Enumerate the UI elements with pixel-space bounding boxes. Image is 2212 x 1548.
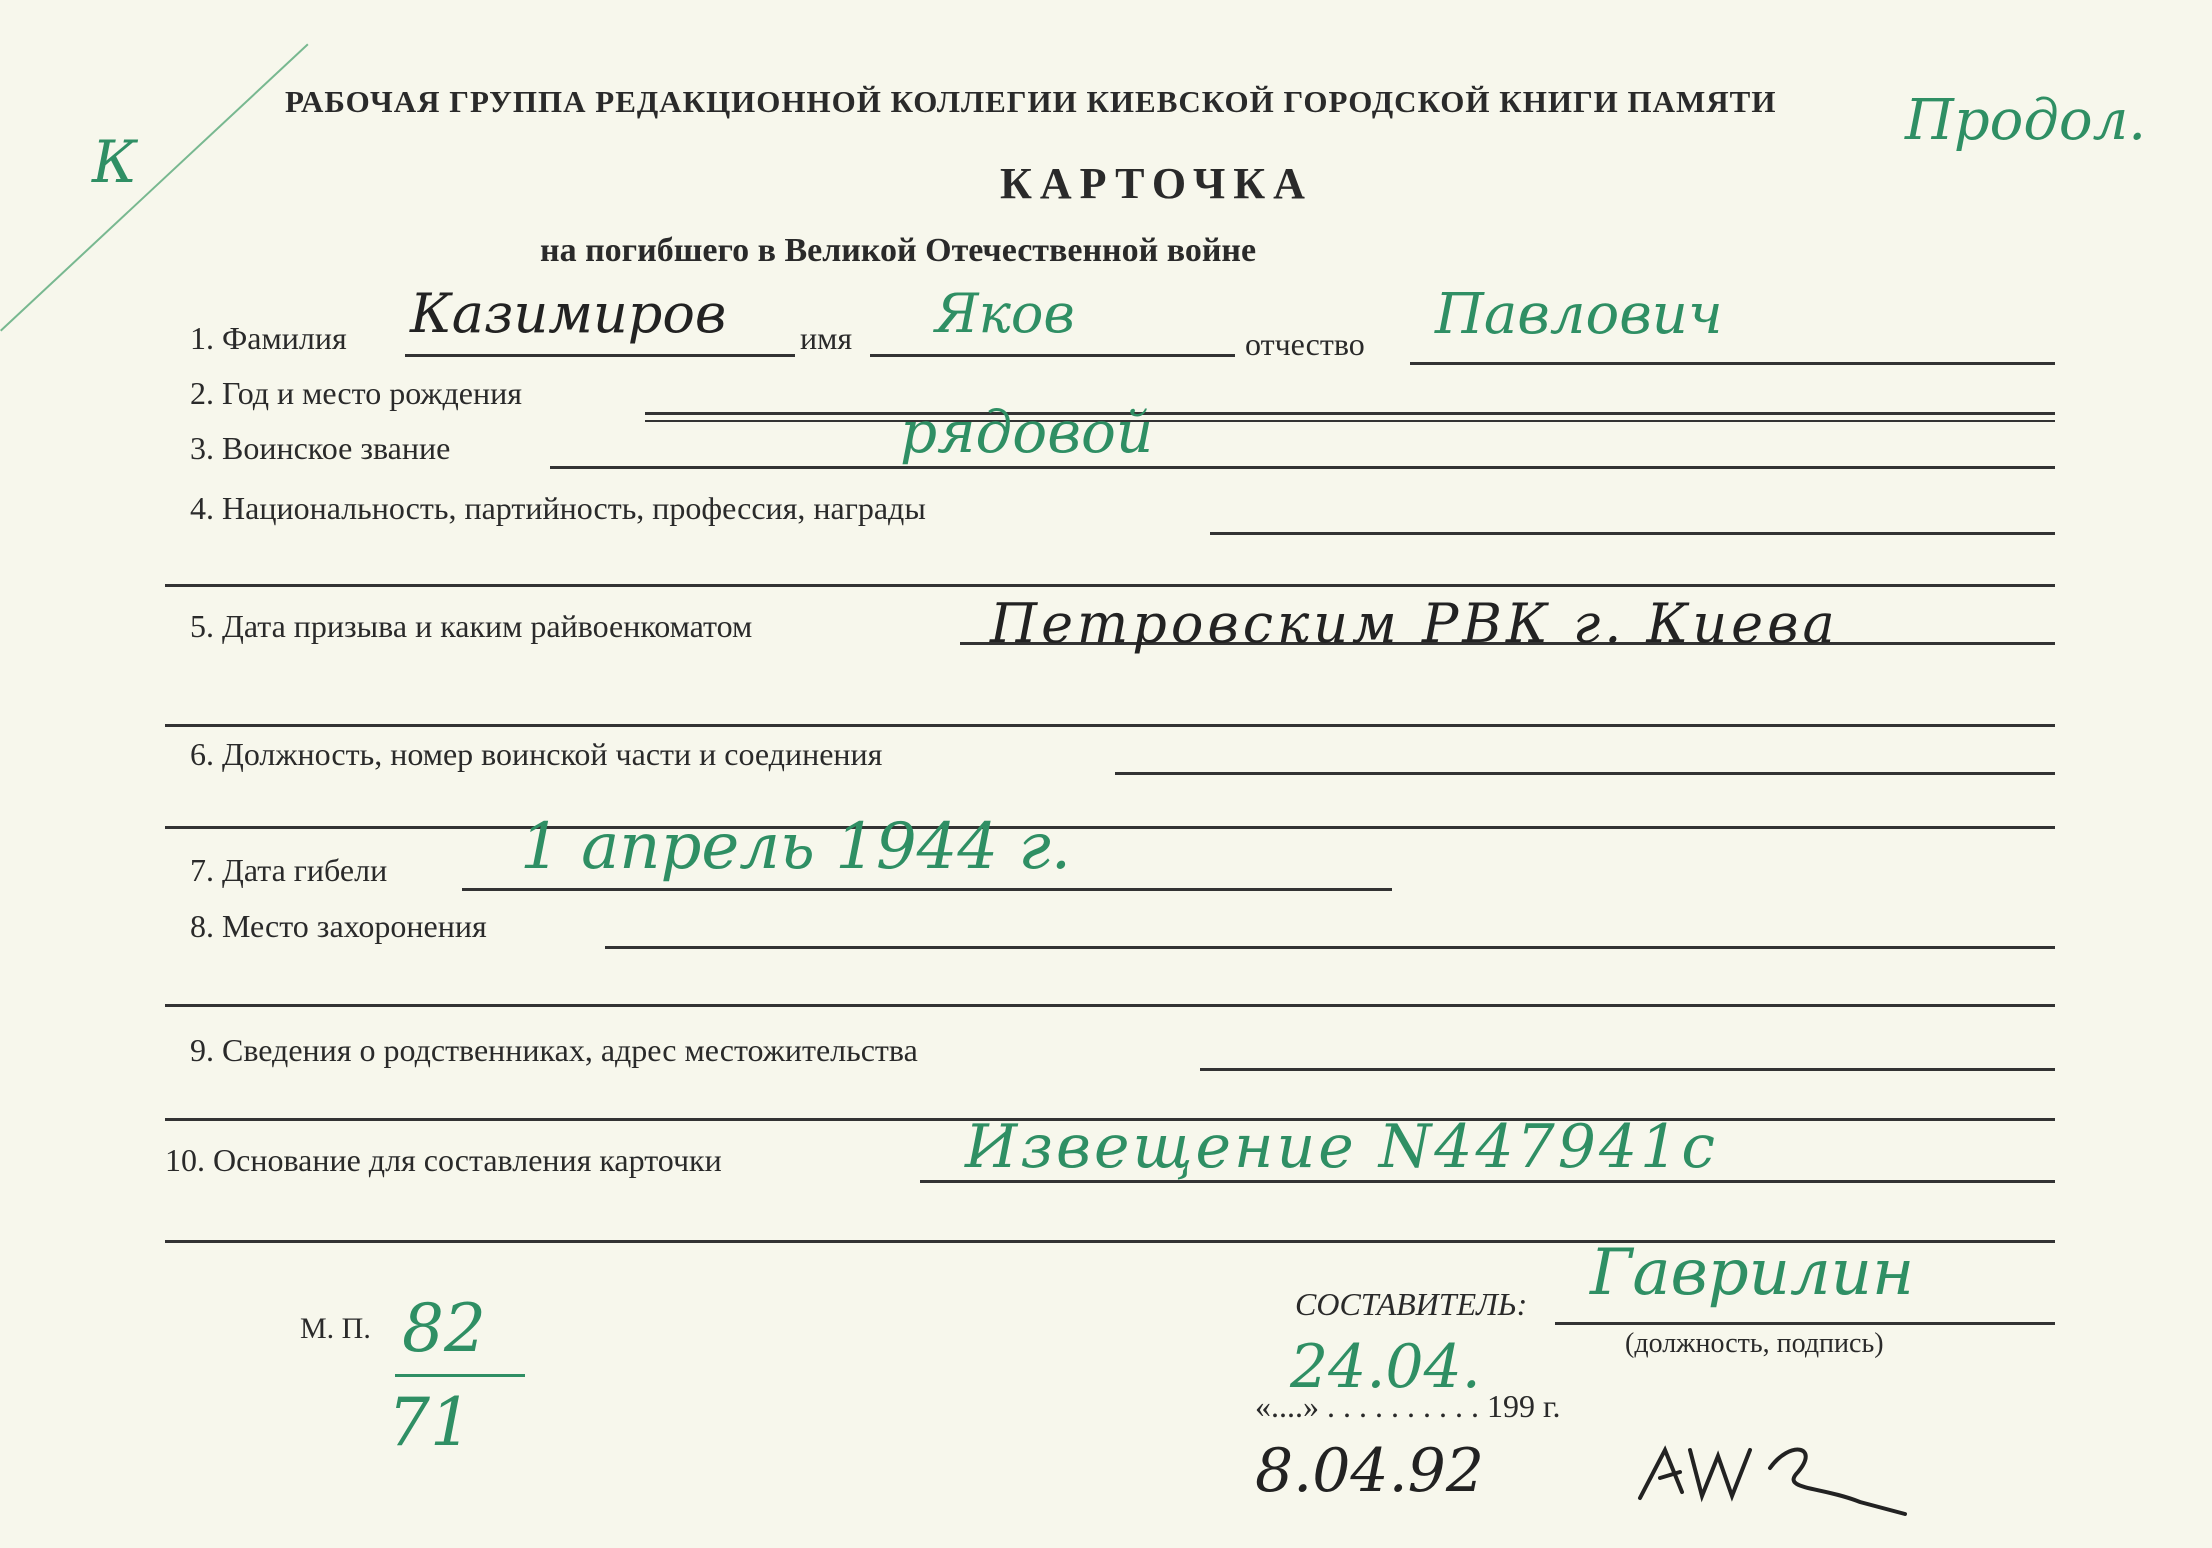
patronymic-line	[1410, 362, 2055, 365]
death-date-line	[462, 888, 1392, 891]
field-name-label: имя	[800, 320, 853, 356]
birth-line	[645, 412, 2055, 415]
mp-number-bottom: 71	[388, 1384, 472, 1461]
date-filled: 24.04.	[1290, 1332, 1481, 1402]
field-surname-label: 1. Фамилия	[190, 320, 347, 356]
compiler-line	[1555, 1322, 2055, 1325]
rank-value: рядовой	[900, 398, 1154, 466]
green-slash-mark	[0, 44, 309, 332]
position-hint: (должность, подпись)	[1625, 1328, 1884, 1359]
nationality-line	[1210, 532, 2055, 535]
relatives-line	[1200, 1068, 2055, 1071]
field-draft-label: 5. Дата призыва и каким райвоенкоматом	[190, 608, 753, 644]
top-right-note: Продол.	[1905, 88, 2147, 153]
compiler-label: СОСТАВИТЕЛЬ:	[1295, 1286, 1528, 1322]
name-line	[870, 354, 1235, 357]
basis-value: Извещение N447941с	[965, 1112, 1718, 1182]
date-line: «....» . . . . . . . . . . 199 г.	[1255, 1388, 1561, 1424]
nationality-line-2	[165, 584, 2055, 587]
name-value: Яков	[935, 282, 1075, 345]
draft-line-2	[165, 724, 2055, 727]
compiler-signature: Гаврилин	[1590, 1236, 1915, 1310]
mp-fraction-line	[395, 1374, 525, 1377]
rank-line	[550, 466, 2055, 469]
initials-signature	[1620, 1420, 1920, 1530]
surname-value: Казимиров	[410, 282, 727, 345]
field-death-date-label: 7. Дата гибели	[190, 852, 388, 888]
corner-mark: К	[92, 128, 137, 196]
mp-number-top: 82	[402, 1290, 486, 1367]
field-rank-label: 3. Воинское звание	[190, 430, 451, 466]
field-basis-label: 10. Основание для составления карточки	[165, 1142, 722, 1178]
field-patronymic-label: отчество	[1245, 326, 1365, 362]
card-header: РАБОЧАЯ ГРУППА РЕДАКЦИОННОЙ КОЛЛЕГИИ КИЕВСКОЙ ГОРОДСКОЙ КНИГИ ПАМЯТИ	[285, 84, 1777, 119]
card-subtitle: на погибшего в Великой Отечественной войне	[540, 232, 1257, 269]
death-date-value: 1 апрель 1944 г.	[520, 810, 1072, 884]
surname-line	[405, 354, 795, 357]
field-nationality-label: 4. Национальность, партийность, профессия, награды	[190, 490, 926, 526]
position-line-2	[165, 826, 2055, 829]
patronymic-value: Павлович	[1435, 282, 1723, 347]
mp-label: М. П.	[300, 1312, 371, 1345]
position-line	[1115, 772, 2055, 775]
draft-value: Петровским РВК г. Киева	[990, 592, 1839, 655]
card-title: КАРТОЧКА	[1000, 159, 1313, 208]
field-relatives-label: 9. Сведения о родственниках, адрес местожительства	[190, 1032, 918, 1068]
bottom-date: 8.04.92	[1255, 1436, 1485, 1506]
burial-line-2	[165, 1004, 2055, 1007]
field-burial-label: 8. Место захоронения	[190, 908, 487, 944]
field-position-label: 6. Должность, номер воинской части и соединения	[190, 736, 883, 772]
field-birth-label: 2. Год и место рождения	[190, 375, 522, 411]
birth-line-2	[645, 420, 2055, 422]
burial-line	[605, 946, 2055, 949]
